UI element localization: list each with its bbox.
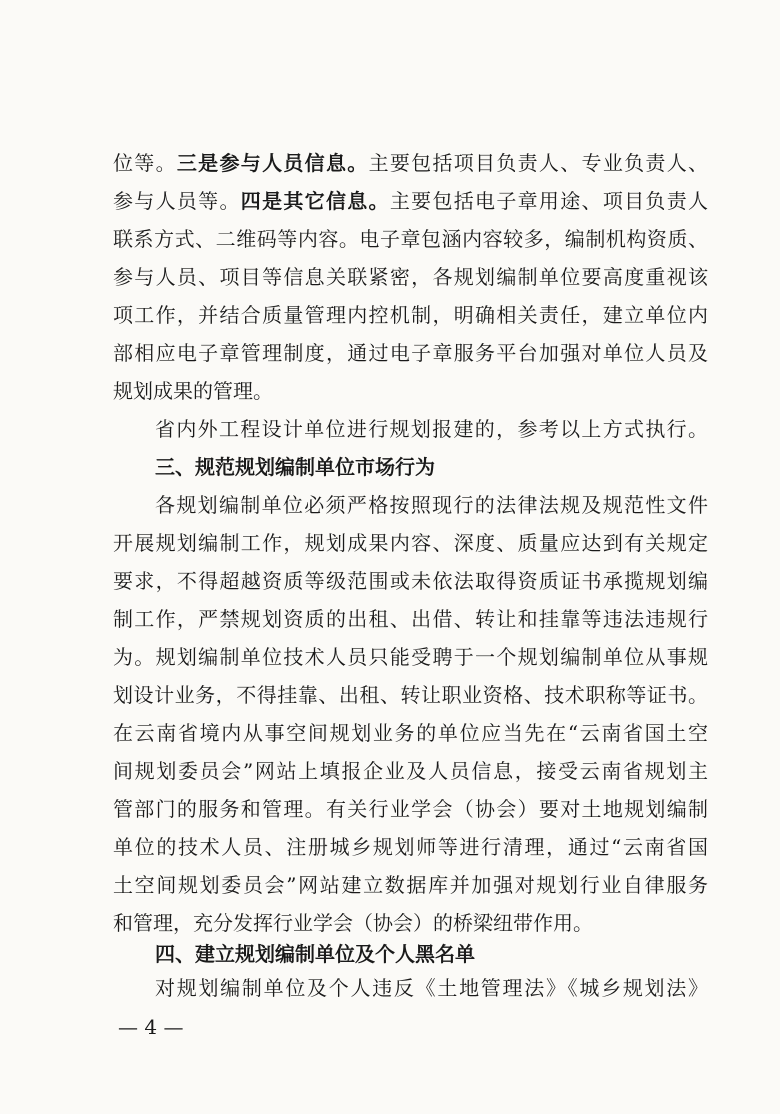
text-run: 位等。 [113, 151, 177, 175]
section-heading-3: 三、规范规划编制单位市场行为 [155, 455, 435, 479]
paragraph-line: 划设计业务，不得挂靠、出租、转让职业资格、技术职称等证书。 [113, 683, 708, 707]
text-run: 主要包括项目负责人、专业负责人、 [368, 151, 709, 175]
bold-run: 四是其它信息。 [240, 189, 390, 213]
paragraph-line: 部相应电子章管理制度，通过电子章服务平台加强对单位人员及 [113, 341, 708, 365]
paragraph-line: 省内外工程设计单位进行规划报建的，参考以上方式执行。 [155, 417, 708, 441]
paragraph-line [113, 150, 708, 176]
paragraph-line: 和管理，充分发挥行业学会（协会）的桥梁纽带作用。 [113, 911, 593, 935]
text-run: 参与人员等。 [113, 189, 241, 213]
paragraph-line: 制工作，严禁规划资质的出租、出借、转让和挂靠等违法违规行 [113, 607, 708, 631]
paragraph-line: 单位的技术人员、注册城乡规划师等进行清理，通过“云南省国 [113, 835, 708, 859]
paragraph-line: 管部门的服务和管理。有关行业学会（协会）要对土地规划编制 [113, 797, 708, 821]
paragraph-line: 联系方式、二维码等内容。电子章包涵内容较多，编制机构资质、 [113, 227, 708, 251]
paragraph-line [113, 188, 708, 214]
paragraph-line: 规划成果的管理。 [113, 379, 273, 403]
paragraph-line: 对规划编制单位及个人违反《土地管理法》《城乡规划法》 [155, 976, 708, 1000]
paragraph-line: 参与人员、项目等信息关联紧密，各规划编制单位要高度重视该 [113, 265, 708, 289]
paragraph-line: 为。规划编制单位技术人员只能受聘于一个规划编制单位从事规 [113, 645, 708, 669]
paragraph-line: 土空间规划委员会”网站建立数据库并加强对规划行业自律服务 [113, 873, 708, 897]
bold-run: 三是参与人员信息。 [176, 151, 369, 175]
paragraph-line: 开展规划编制工作，规划成果内容、深度、质量应达到有关规定 [113, 531, 708, 555]
paragraph-line: 各规划编制单位必须严格按照现行的法律法规及规范性文件 [155, 493, 708, 517]
paragraph-line: 项工作，并结合质量管理内控机制，明确相关责任，建立单位内 [113, 303, 708, 327]
paragraph-line: 在云南省境内从事空间规划业务的单位应当先在“云南省国土空 [113, 721, 708, 745]
section-heading-4: 四、建立规划编制单位及个人黑名单 [155, 942, 475, 966]
text-run: 主要包括电子章用途、项目负责人 [389, 189, 709, 213]
paragraph-line: 间规划委员会”网站上填报企业及人员信息，接受云南省规划主 [113, 759, 708, 783]
paragraph-line: 要求，不得超越资质等级范围或未依法取得资质证书承揽规划编 [113, 569, 708, 593]
page-number: — 4 — [118, 1015, 184, 1039]
